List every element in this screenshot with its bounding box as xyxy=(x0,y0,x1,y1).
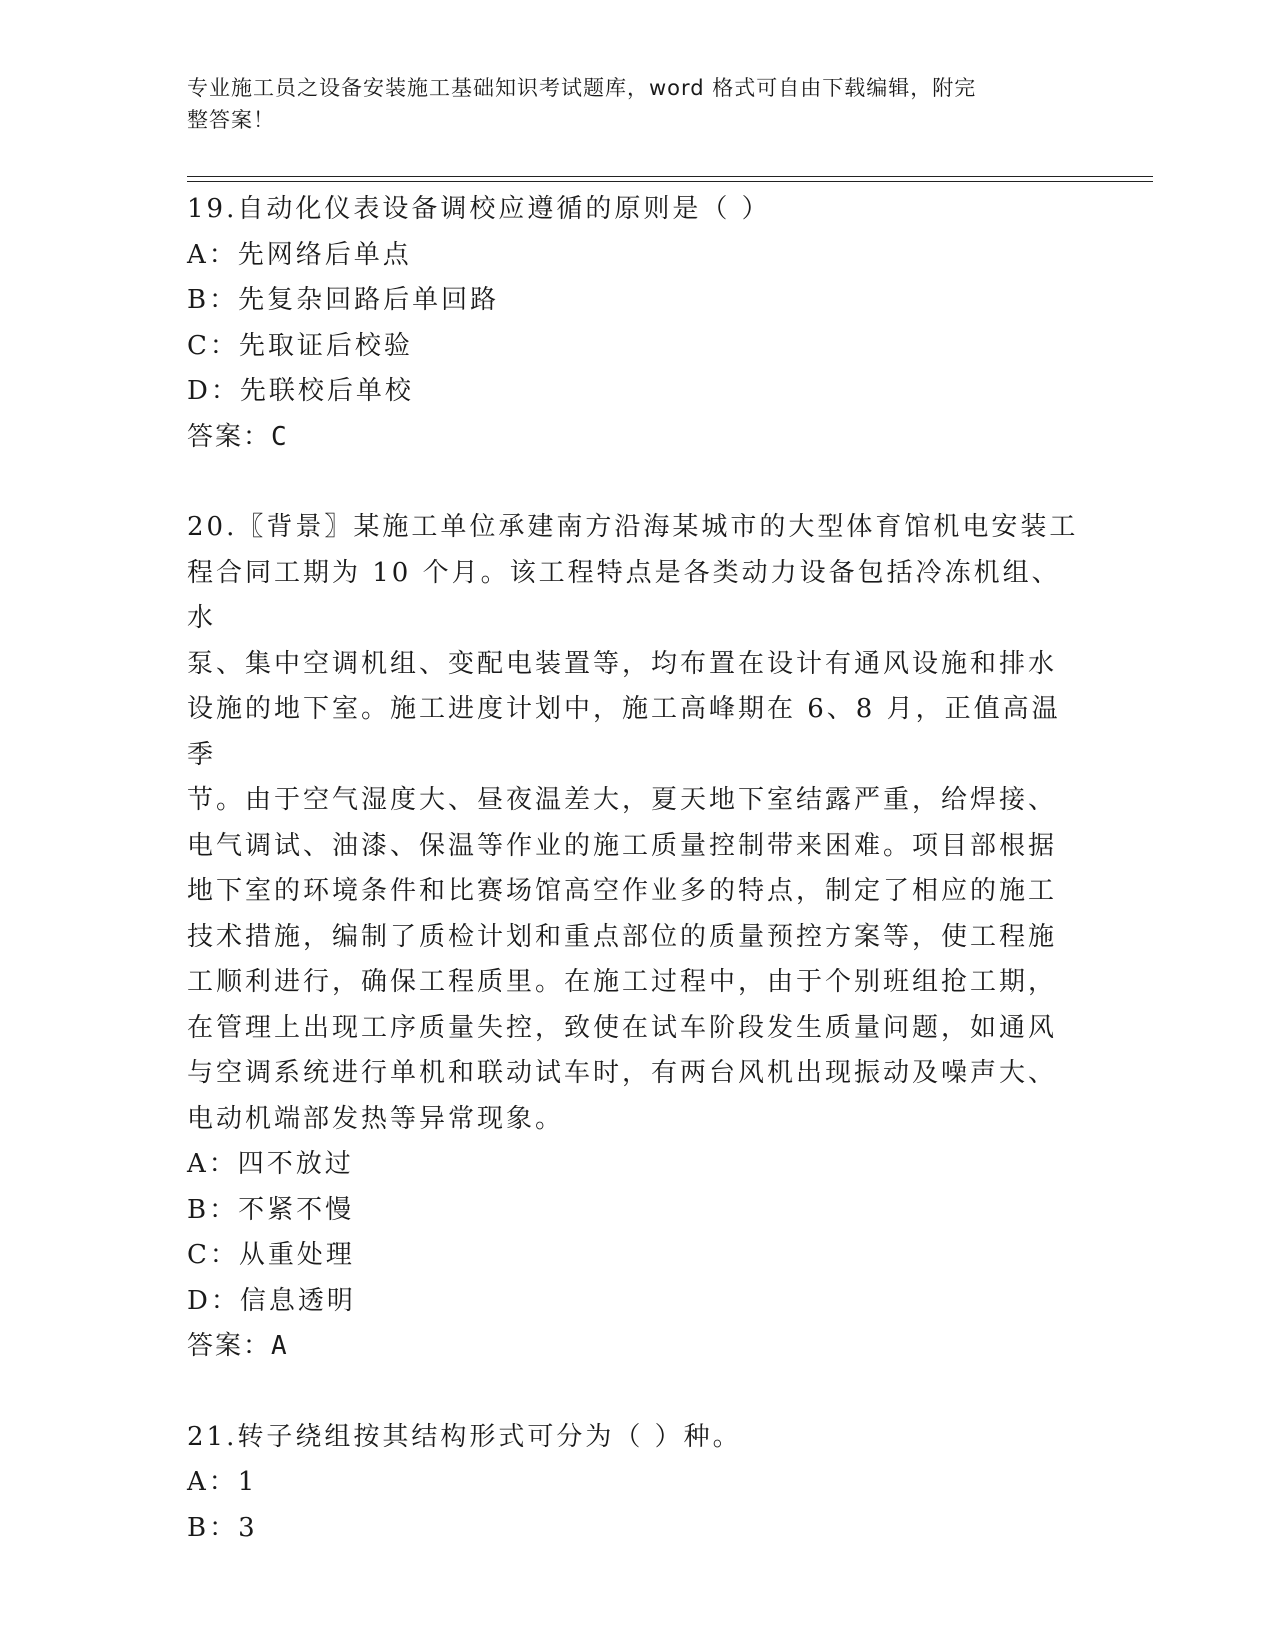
question-stem-line: 工顺利进行，确保工程质里。在施工过程中，由于个别班组抢工期， xyxy=(187,967,1058,997)
option-a: A：先网络后单点 xyxy=(187,239,412,270)
answer-value: A xyxy=(271,1331,289,1361)
question-stem-line: 电气调试、油漆、保温等作业的施工质量控制带来困难。项目部根据 xyxy=(187,830,1058,861)
header-line-1: 专业施工员之设备安装施工基础知识考试题库，word 格式可自由下载编辑，附完 xyxy=(187,76,977,100)
question-stem-line: 20.〖背景〗某施工单位承建南方沿海某城市的大型体育馆机电安装工 xyxy=(187,512,1079,542)
question-list xyxy=(187,187,1087,1551)
question-21 xyxy=(187,1415,1087,1552)
question-stem-line: 设施的地下室。施工进度计划中，施工高峰期在 6、8 月，正值高温季 xyxy=(187,694,1061,770)
option-d: D：先联校后单校 xyxy=(187,376,414,406)
question-stem-line: 技术措施，编制了质检计划和重点部位的质量预控方案等，使工程施 xyxy=(187,921,1058,952)
option-a: A：四不放过 xyxy=(187,1149,354,1179)
option-c: C：从重处理 xyxy=(187,1240,355,1270)
option-b: B：先复杂回路后单回路 xyxy=(187,285,500,315)
document-header xyxy=(187,72,1067,136)
question-stem-line: 节。由于空气湿度大、昼夜温差大，夏天地下室结露严重，给焊接、 xyxy=(187,785,1058,815)
question-stem-line: 程合同工期为 10 个月。该工程特点是各类动力设备包括冷冻机组、水 xyxy=(187,557,1061,633)
answer-line xyxy=(187,415,1087,461)
option-b: B：不紧不慢 xyxy=(187,1194,355,1225)
header-rule-bottom xyxy=(187,181,1153,182)
answer-label: 答案： xyxy=(187,1331,272,1361)
question-stem: 21.转子绕组按其结构形式可分为（ ）种。 xyxy=(187,1421,742,1452)
question-20 xyxy=(187,505,1087,1370)
question-stem: 19.自动化仪表设备调校应遵循的原则是（ ） xyxy=(187,194,771,224)
header-line-2: 整答案！ xyxy=(187,108,275,132)
question-stem-line: 电动机端部发热等异常现象。 xyxy=(187,1103,565,1134)
question-stem-line: 地下室的环境条件和比赛场馆高空作业多的特点，制定了相应的施工 xyxy=(187,876,1058,906)
question-19 xyxy=(187,187,1087,460)
question-stem-line: 泵、集中空调机组、变配电装置等，均布置在设计有通风设施和排水 xyxy=(187,648,1058,679)
option-d: D：信息透明 xyxy=(187,1285,356,1316)
answer-value: C xyxy=(271,421,289,452)
question-stem-line: 在管理上出现工序质量失控，致使在试车阶段发生质量问题，如通风 xyxy=(187,1012,1058,1043)
option-b: B：3 xyxy=(187,1512,258,1543)
answer-label: 答案： xyxy=(187,421,272,452)
header-rule-top xyxy=(187,176,1153,177)
question-stem-line: 与空调系统进行单机和联动试车时，有两台风机出现振动及噪声大、 xyxy=(187,1058,1058,1088)
answer-line xyxy=(187,1324,1087,1370)
option-a: A：1 xyxy=(187,1467,258,1497)
option-c: C：先取证后校验 xyxy=(187,330,413,361)
